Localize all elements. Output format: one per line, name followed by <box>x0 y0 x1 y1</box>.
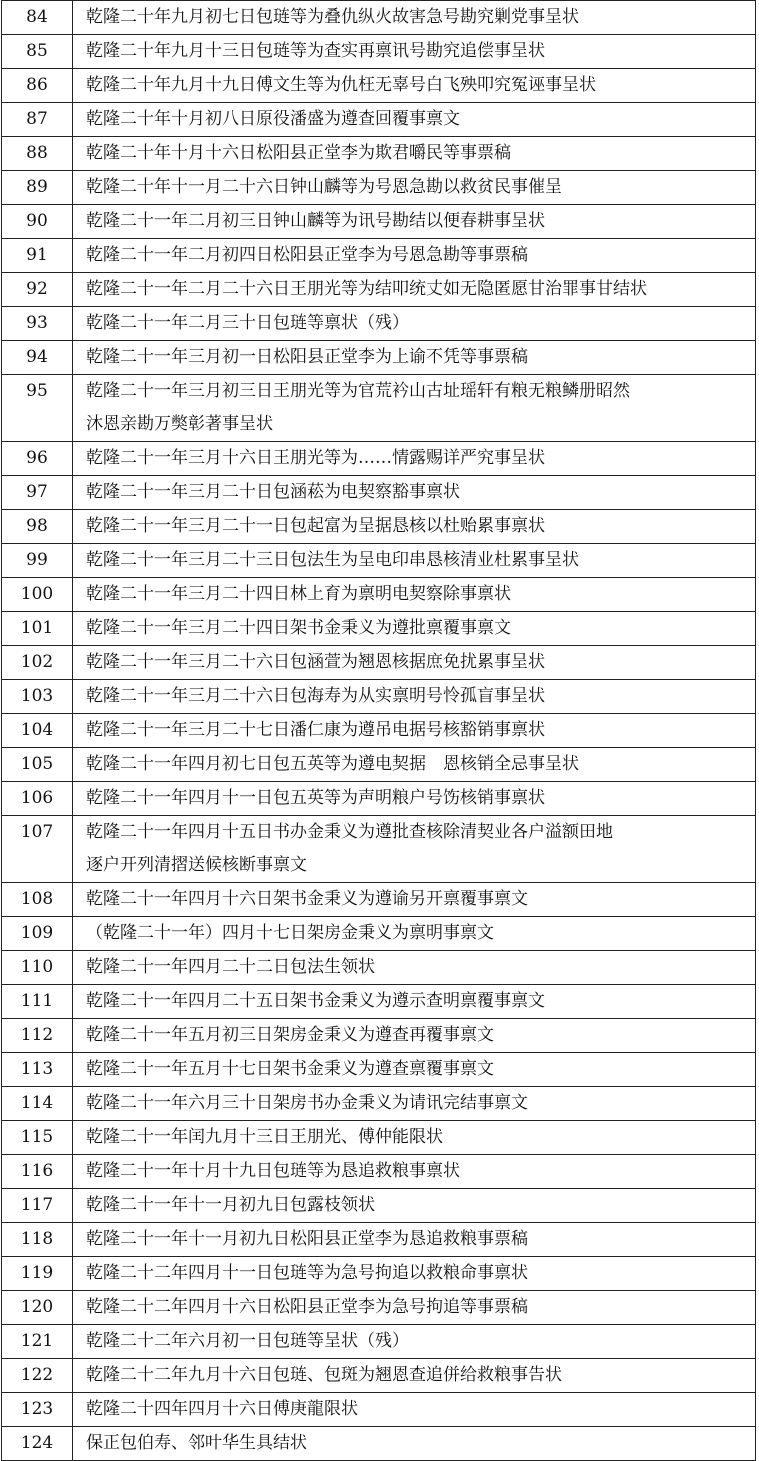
table-row <box>2 985 756 1019</box>
table-row <box>2 1325 756 1359</box>
document-title-line: 乾隆二十四年四月十六日傅庚龍限状 <box>86 1399 358 1419</box>
document-title <box>73 205 756 239</box>
table-row <box>2 307 756 341</box>
table-row <box>2 883 756 917</box>
row-number: 95 <box>2 375 73 442</box>
row-number: 123 <box>2 1393 73 1427</box>
table-row <box>2 816 756 883</box>
row-number: 110 <box>2 951 73 985</box>
row-number: 86 <box>2 69 73 103</box>
document-title <box>73 1359 756 1393</box>
table-row <box>2 103 756 137</box>
document-title <box>73 1393 756 1427</box>
document-title-line: 乾隆二十一年二月初四日松阳县正堂李为号恩急勘等事票稿 <box>86 245 528 265</box>
document-title-line: 乾隆二十二年六月初一日包琏等呈状（残） <box>86 1331 409 1351</box>
row-number: 113 <box>2 1053 73 1087</box>
table-row <box>2 510 756 544</box>
document-title <box>73 171 756 205</box>
table-row <box>2 1359 756 1393</box>
row-number: 122 <box>2 1359 73 1393</box>
document-title-line: 乾隆二十一年二月三十日包琏等禀状（残） <box>86 313 409 333</box>
document-title <box>73 1019 756 1053</box>
document-title <box>73 273 756 307</box>
row-number: 101 <box>2 612 73 646</box>
document-title <box>73 1155 756 1189</box>
table-row <box>2 544 756 578</box>
row-number: 115 <box>2 1121 73 1155</box>
document-title <box>73 510 756 544</box>
document-title <box>73 612 756 646</box>
row-number: 99 <box>2 544 73 578</box>
document-title-line: 乾隆二十一年闰九月十三日王朋光、傅仲能限状 <box>86 1127 443 1147</box>
document-title-line: 乾隆二十年九月十三日包琏等为查实再禀讯号勘究追偿事呈状 <box>86 41 545 61</box>
document-title-line: 乾隆二十一年十月十九日包琏等为恳追救粮事禀状 <box>86 1161 460 1181</box>
document-title <box>73 35 756 69</box>
row-number: 85 <box>2 35 73 69</box>
table-row <box>2 1223 756 1257</box>
row-number: 112 <box>2 1019 73 1053</box>
table-row <box>2 646 756 680</box>
document-title <box>73 137 756 171</box>
document-title <box>73 307 756 341</box>
document-title-line: 乾隆二十一年三月二十四日林上育为禀明电契察除事禀状 <box>86 584 511 604</box>
table-row <box>2 476 756 510</box>
row-number: 107 <box>2 816 73 883</box>
table-row <box>2 341 756 375</box>
table-row <box>2 578 756 612</box>
document-title <box>73 1189 756 1223</box>
document-title-line: 乾隆二十年十一月二十六日钟山麟等为号恩急勘以救贫民事催呈 <box>86 177 562 197</box>
row-number: 102 <box>2 646 73 680</box>
document-title-line: 乾隆二十一年三月初三日王朋光等为官荒衿山古址瑶轩有粮无粮鳞册昭然 <box>86 381 630 401</box>
document-title-line: 乾隆二十二年九月十六日包琏、包斑为翘恩查追併给救粮事告状 <box>86 1365 562 1385</box>
table-row <box>2 442 756 476</box>
document-title <box>73 1053 756 1087</box>
row-number: 104 <box>2 714 73 748</box>
document-title <box>73 646 756 680</box>
table-row <box>2 782 756 816</box>
document-title-line: 乾隆二十年九月初七日包琏等为叠仇纵火故害急号勘究剿党事呈状 <box>86 7 579 27</box>
document-title <box>73 69 756 103</box>
document-title <box>73 917 756 951</box>
row-number: 90 <box>2 205 73 239</box>
document-title-line: 乾隆二十一年四月初七日包五英等为遵电契据 恩核销全忌事呈状 <box>86 754 579 774</box>
document-title <box>73 680 756 714</box>
row-number: 98 <box>2 510 73 544</box>
row-number: 121 <box>2 1325 73 1359</box>
document-title <box>73 341 756 375</box>
document-title <box>73 1 756 35</box>
document-title <box>73 442 756 476</box>
table-row <box>2 1155 756 1189</box>
table-row <box>2 612 756 646</box>
table-row <box>2 273 756 307</box>
document-title <box>73 1087 756 1121</box>
document-title-line: 乾隆二十一年四月十六日架书金秉义为遵谕另开禀覆事禀文 <box>86 889 528 909</box>
document-title <box>73 816 756 883</box>
row-number: 124 <box>2 1427 73 1461</box>
row-number: 100 <box>2 578 73 612</box>
row-number: 109 <box>2 917 73 951</box>
table-row <box>2 714 756 748</box>
table-row <box>2 951 756 985</box>
document-title-line: 乾隆二十一年三月二十日包涵菘为电契察豁事禀状 <box>86 482 460 502</box>
document-title <box>73 1223 756 1257</box>
table-row <box>2 1019 756 1053</box>
table-row <box>2 1053 756 1087</box>
row-number: 106 <box>2 782 73 816</box>
document-title-line: 乾隆二十一年六月三十日架房书办金秉义为请讯完结事禀文 <box>86 1093 528 1113</box>
document-title-line: 乾隆二十一年三月二十六日包海寿为从实禀明号怜孤盲事呈状 <box>86 686 545 706</box>
row-number: 118 <box>2 1223 73 1257</box>
document-title <box>73 951 756 985</box>
table-row <box>2 917 756 951</box>
document-title-line: 乾隆二十一年三月二十七日潘仁康为遵吊电据号核豁销事禀状 <box>86 720 545 740</box>
table-row <box>2 1257 756 1291</box>
document-title <box>73 782 756 816</box>
document-title <box>73 1257 756 1291</box>
document-title-line: 乾隆二十一年五月初三日架房金秉义为遵查再覆事禀文 <box>86 1025 494 1045</box>
document-title <box>73 1427 756 1461</box>
table-row <box>2 680 756 714</box>
row-number: 105 <box>2 748 73 782</box>
table-row <box>2 748 756 782</box>
document-title <box>73 883 756 917</box>
row-number: 91 <box>2 239 73 273</box>
row-number: 92 <box>2 273 73 307</box>
table-row <box>2 137 756 171</box>
table-row <box>2 35 756 69</box>
document-title-line: 乾隆二十一年三月二十六日包涵萱为翘恩核据庶免扰累事呈状 <box>86 652 545 672</box>
row-number: 103 <box>2 680 73 714</box>
row-number: 88 <box>2 137 73 171</box>
document-title-line: 乾隆二十一年二月二十六日王朋光等为结叩统丈如无隐匿愿甘治罪事甘结状 <box>86 279 647 299</box>
row-number: 84 <box>2 1 73 35</box>
table-row <box>2 1393 756 1427</box>
document-title-line: 乾隆二十年十月十六日松阳县正堂李为欺君嚼民等事票稿 <box>86 143 511 163</box>
document-title <box>73 375 756 442</box>
document-title-line: 乾隆二十一年三月初一日松阳县正堂李为上谕不凭等事票稿 <box>86 347 528 367</box>
table-row <box>2 69 756 103</box>
document-title <box>73 985 756 1019</box>
table-row <box>2 1087 756 1121</box>
document-title-line: （乾隆二十一年）四月十七日架房金秉义为禀明事禀文 <box>86 923 494 943</box>
document-title-line: 乾隆二十二年四月十六日松阳县正堂李为急号拘追等事票稿 <box>86 1297 528 1317</box>
row-number: 120 <box>2 1291 73 1325</box>
document-title <box>73 578 756 612</box>
document-title-line: 乾隆二十一年三月十六日王朋光等为……情露赐详严究事呈状 <box>86 448 545 468</box>
table-row <box>2 205 756 239</box>
table-row <box>2 375 756 442</box>
document-title-line: 沐恩亲勘万獘彰著事呈状 <box>86 414 273 434</box>
row-number: 93 <box>2 307 73 341</box>
row-number: 94 <box>2 341 73 375</box>
document-title-line: 乾隆二十一年二月初三日钟山麟等为讯号勘结以便春耕事呈状 <box>86 211 545 231</box>
row-number: 119 <box>2 1257 73 1291</box>
document-title-line: 乾隆二十一年四月十一日包五英等为声明粮户号饬核销事禀状 <box>86 788 545 808</box>
row-number: 111 <box>2 985 73 1019</box>
document-title <box>73 1121 756 1155</box>
table-row <box>2 171 756 205</box>
document-title-line: 乾隆二十一年十一月初九日包露枝领状 <box>86 1195 375 1215</box>
document-title <box>73 1291 756 1325</box>
row-number: 89 <box>2 171 73 205</box>
document-title-line: 乾隆二十一年三月二十四日架书金秉义为遵批禀覆事禀文 <box>86 618 511 638</box>
document-title <box>73 714 756 748</box>
row-number: 96 <box>2 442 73 476</box>
table-row <box>2 1 756 35</box>
document-title <box>73 748 756 782</box>
table-row <box>2 239 756 273</box>
row-number: 114 <box>2 1087 73 1121</box>
document-title-line: 乾隆二十一年五月十七日架书金秉义为遵查禀覆事禀文 <box>86 1059 494 1079</box>
row-number: 87 <box>2 103 73 137</box>
table-row <box>2 1121 756 1155</box>
document-title-line: 乾隆二十年九月十九日傅文生等为仇枉无辜号白飞殃叩究冤诬事呈状 <box>86 75 596 95</box>
row-number: 116 <box>2 1155 73 1189</box>
table-body <box>2 1 756 1461</box>
document-title-line: 乾隆二十一年三月二十一日包起富为呈据恳核以杜贻累事禀状 <box>86 516 545 536</box>
row-number: 117 <box>2 1189 73 1223</box>
document-title <box>73 476 756 510</box>
document-title <box>73 544 756 578</box>
document-title-line: 乾隆二十一年四月十五日书办金秉义为遵批查核除清契业各户溢额田地 <box>86 822 613 842</box>
document-index-table <box>1 0 756 1461</box>
document-title-line: 乾隆二十一年四月二十二日包法生领状 <box>86 957 375 977</box>
document-title-line: 乾隆二十二年四月十一日包琏等为急号拘追以救粮命事禀状 <box>86 1263 528 1283</box>
document-title-line: 乾隆二十年十月初八日原役潘盛为遵查回覆事禀文 <box>86 109 460 129</box>
table-row <box>2 1189 756 1223</box>
document-title-line: 乾隆二十一年十一月初九日松阳县正堂李为恳追救粮事票稿 <box>86 1229 528 1249</box>
table-row <box>2 1291 756 1325</box>
table-row <box>2 1427 756 1461</box>
document-title-line: 乾隆二十一年四月二十五日架书金秉义为遵示查明禀覆事禀文 <box>86 991 545 1011</box>
document-title-line: 逐户开列清摺送候核断事禀文 <box>86 855 307 875</box>
document-title-line: 乾隆二十一年三月二十三日包法生为呈电印串恳核清业杜累事呈状 <box>86 550 579 570</box>
document-title-line: 保正包伯寿、邻叶华生具结状 <box>86 1433 307 1453</box>
document-title <box>73 103 756 137</box>
document-title <box>73 1325 756 1359</box>
document-title <box>73 239 756 273</box>
row-number: 108 <box>2 883 73 917</box>
row-number: 97 <box>2 476 73 510</box>
